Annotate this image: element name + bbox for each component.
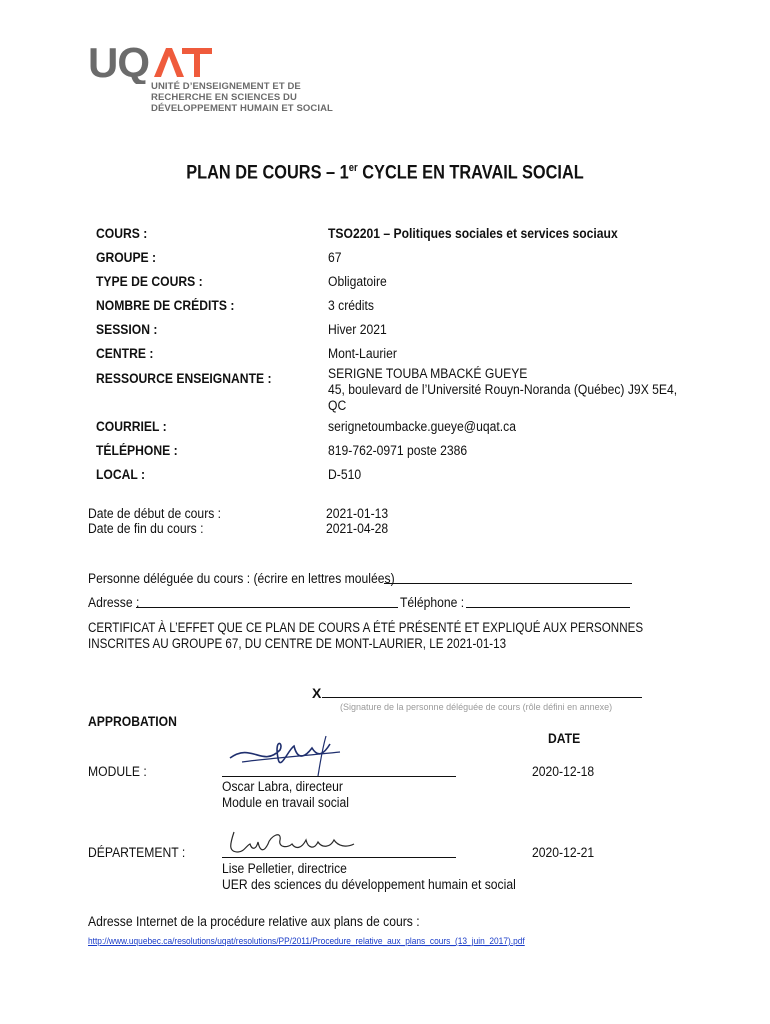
department-signature [222, 826, 372, 860]
department-signature-line [222, 857, 456, 858]
delegate-person-field[interactable] [384, 583, 632, 584]
department-date: 2020-12-21 [532, 845, 595, 860]
module-signature [222, 728, 352, 780]
info-value: D-510 [328, 467, 362, 482]
info-value: Hiver 2021 [328, 322, 387, 337]
info-label: RESSOURCE ENSEIGNANTE : [96, 371, 272, 386]
logo-tagline [151, 81, 333, 114]
info-value: 67 [328, 250, 342, 265]
department-director-name: Lise Pelletier, directrice [222, 861, 347, 876]
title-prefix: PLAN DE COURS – 1 [186, 162, 349, 184]
department-unit: UER des sciences du développement humain et social [222, 877, 516, 892]
delegate-address-field[interactable] [136, 607, 398, 608]
info-label: COURRIEL : [96, 419, 167, 434]
module-label: MODULE : [88, 764, 147, 779]
module-director-name: Oscar Labra, directeur [222, 779, 343, 794]
logo-tagline-line-1: UNITÉ D’ENSEIGNEMENT ET DE [151, 81, 301, 92]
info-value: 819-762-0971 poste 2386 [328, 443, 468, 458]
procedure-link[interactable]: http://www.uquebec.ca/resolutions/uqat/resolutions/PP/2011/Procedure_relative_aux_plans_cours_(13_juin_2017).pdf [88, 936, 525, 947]
logo-tagline-line-3: DÉVELOPPEMENT HUMAIN ET SOCIAL [151, 103, 333, 114]
info-value-email: serignetoumbacke.gueye@uqat.ca [328, 419, 516, 434]
info-label: LOCAL : [96, 467, 146, 482]
approbation-heading: APPROBATION [88, 714, 177, 729]
signature-x-mark: X [312, 685, 322, 701]
start-date-value: 2021-01-13 [326, 506, 389, 521]
info-value-province: QC [328, 398, 347, 413]
start-date-label: Date de début de cours : [88, 506, 222, 521]
module-signature-line [222, 776, 456, 777]
module-date: 2020-12-18 [532, 764, 595, 779]
svg-text:UQ: UQ [88, 40, 149, 84]
title-suffix: CYCLE EN TRAVAIL SOCIAL [357, 162, 584, 184]
certificate-line-2: INSCRITES AU GROUPE 67, DU CENTRE DE MONT-LAURIER, LE 2021-01-13 [88, 636, 507, 651]
info-value-address: 45, boulevard de l’Université Rouyn-Noranda (Québec) J9X 5E4, [328, 382, 678, 397]
info-value: Obligatoire [328, 274, 387, 289]
signature-note: (Signature de la personne déléguée de cours (rôle défini en annexe) [340, 702, 613, 712]
delegate-phone-label: Téléphone : [400, 595, 465, 610]
info-value: TSO2201 – Politiques sociales et services sociaux [328, 226, 618, 241]
delegate-person-label: Personne déléguée du cours : (écrire en lettres moulées) [88, 571, 395, 586]
end-date-value: 2021-04-28 [326, 521, 389, 536]
footer-label: Adresse Internet de la procédure relative aux plans de cours : [88, 914, 420, 929]
info-label: GROUPE : [96, 250, 157, 265]
logo-tagline-line-2: RECHERCHE EN SCIENCES DU [151, 92, 297, 103]
delegate-address-label: Adresse : [88, 595, 140, 610]
info-value: 3 crédits [328, 298, 374, 313]
info-label: COURS : [96, 226, 148, 241]
info-value: Mont-Laurier [328, 346, 397, 361]
info-label: TYPE DE COURS : [96, 274, 203, 289]
department-label: DÉPARTEMENT : [88, 845, 186, 860]
delegate-phone-field[interactable] [466, 607, 630, 608]
date-heading: DATE [548, 731, 581, 746]
signature-field[interactable] [322, 697, 642, 698]
info-label: SESSION : [96, 322, 158, 337]
info-label: NOMBRE DE CRÉDITS : [96, 298, 235, 313]
info-label: CENTRE : [96, 346, 154, 361]
title-sup: er [348, 162, 358, 174]
info-value: SERIGNE TOUBA MBACKÉ GUEYE [328, 366, 528, 381]
certificate-line-1: CERTIFICAT À L’EFFET QUE CE PLAN DE COURS A ÉTÉ PRÉSENTÉ ET EXPLIQUÉ AUX PERSONNES [88, 620, 644, 635]
module-unit: Module en travail social [222, 795, 349, 810]
uqat-logo [88, 40, 218, 84]
info-label: TÉLÉPHONE : [96, 443, 178, 458]
page-title [54, 162, 716, 184]
end-date-label: Date de fin du cours : [88, 521, 204, 536]
